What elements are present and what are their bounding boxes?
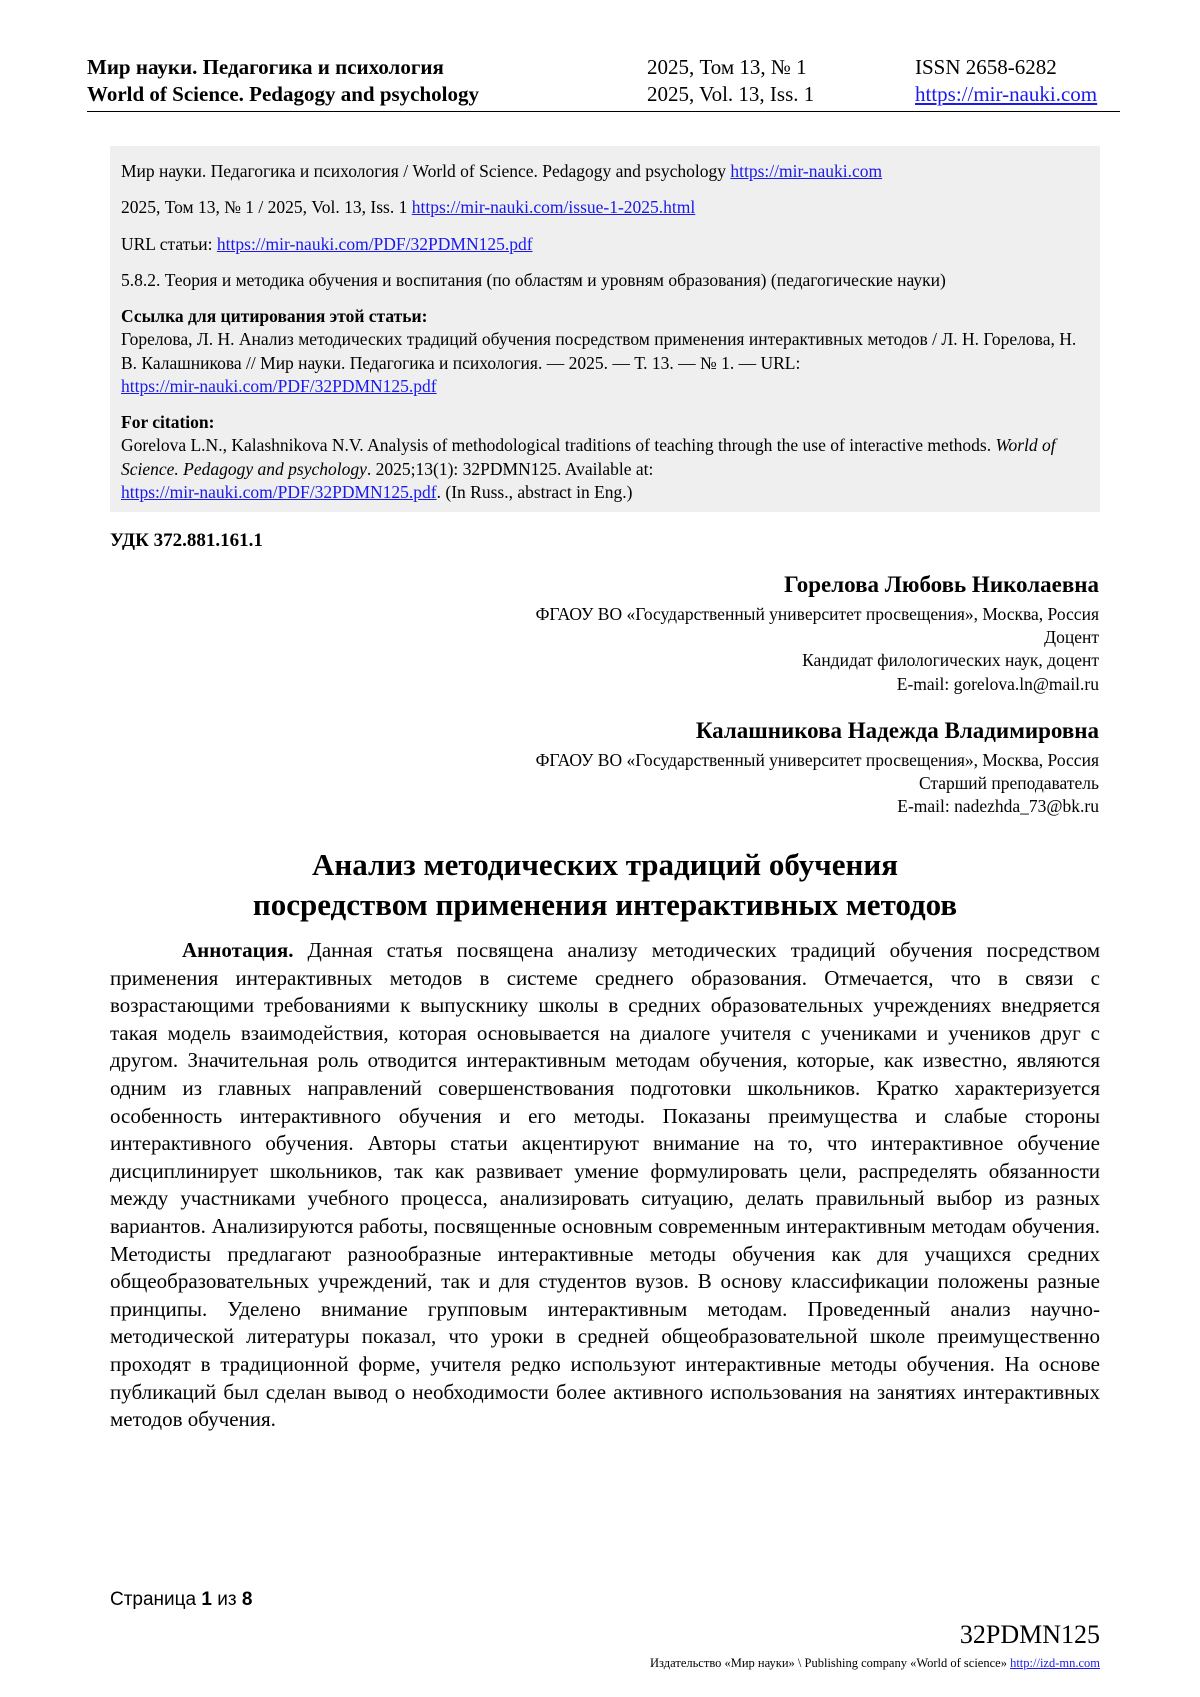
issn: ISSN 2658-6282 (915, 55, 1057, 79)
citation-ru-heading: Ссылка для цитирования этой статьи: (121, 306, 428, 327)
site-link[interactable]: https://mir-nauki.com (915, 81, 1098, 106)
author-name: Горелова Любовь Николаевна (784, 572, 1099, 597)
article-title: Анализ методических традиций обучения посредством применения интерактивных методов (252, 847, 958, 923)
issn-block (915, 54, 1097, 107)
citation-en-journal: World of Science. Pedagogy and psychology (121, 435, 1056, 479)
header-divider (87, 111, 1120, 112)
author-position: Доцент (1044, 627, 1099, 648)
citation-ru-link[interactable]: https://mir-nauki.com/PDF/32PDMN125.pdf (121, 375, 437, 396)
info-url-line: URL статьи: https://mir-nauki.com/PDF/32PDMN125.pdf (121, 233, 533, 254)
author-degree: Кандидат филологических наук, доцент (802, 650, 1099, 671)
publisher-line: Издательство «Мир науки» \ Publishing company «World of science» http://izd-mn.com (650, 1656, 1100, 1670)
udk-code: УДК 372.881.161.1 (110, 530, 263, 551)
citation-ru-text: Горелова, Л. Н. Анализ методических традиций обучения посредством применения интерактивных методов / Л. Н. Горелова, Н. В. Калашникова // Мир науки. Педагогика и психология. — 2025. — Т. 13. — № 1. — URL: (121, 329, 1077, 373)
abstract-text: Данная статья посвящена анализу методических традиций обучения посредством применения интерактивных методов в системе среднего образования. Отмечается, что в связи с возрастающими требованиями к выпускнику школы в средних образовательных учреждениях внедряется такая модель взаимодействия, которая основывается на диалоге учителя с учениками и учеников друг с другом. Значительная роль отводится интерактивным методам обучения, которые, как известно, являются одним из главных направлений совершенствования подготовки школьников. Кратко характеризуется особенность интерактивного обучения и его методы. Показаны преимущества и слабые стороны интерактивного обучения. Авторы статьи акцентируют внимание на то, что интерактивное обучение дисциплинирует школьников, так как развивает умение формулировать цели, распределять обязанности между участниками учебного процесса, анализировать ситуацию, делать правильный выбор из разных вариантов. Анализируются работы, посвященные основным современным интерактивным методам обучения. Методисты предлагают разнообразные интерактивные методы обучения как для учащихся средних общеобразовательных учреждений, так и для студентов вузов. В основу классификации положены разные принципы. Уделено внимание групповым интерактивным методам. Проведенный анализ научно-методической литературы показал, что уроки в средней общеобразовательной школе преимущественно проходят в традиционной форме, учителя редко используют интерактивные методы обучения. На основе публикаций был сделан вывод о необходимости более активного использования на занятиях интерактивных методов обучения. (110, 938, 1101, 1432)
issue-ru: 2025, Том 13, № 1 (647, 55, 807, 79)
journal-title-en: World of Science. Pedagogy and psychology (87, 81, 480, 106)
info-journal-line: Мир науки. Педагогика и психология / World of Science. Pedagogy and psychology https://mir-nauki.com (121, 161, 883, 181)
author-org: ФГАОУ ВО «Государственный университет просвещения», Москва, Россия (535, 603, 1099, 624)
journal-title (87, 54, 479, 107)
citation-en-link[interactable]: https://mir-nauki.com/PDF/32PDMN125.pdf (121, 481, 437, 502)
publisher-link[interactable]: http://izd-mn.com (1010, 1656, 1100, 1670)
abstract (110, 937, 1100, 1434)
author-name: Калашникова Надежда Владимировна (695, 718, 1099, 743)
citation-en: For citation: Gorelova L.N., Kalashnikova N.V. Analysis of methodological traditions of teaching through the use of interactive methods. World of Science. Pedagogy and psychology. 2025;13(1): 32PDMN125. Available at: https://mir-nauki.com/PDF/32PDMN125.pdf. (In Russ., abstract in Eng.) (121, 412, 1056, 502)
article-info-box (110, 146, 1100, 512)
abstract-label: Аннотация. (182, 938, 294, 962)
article-code: 32PDMN125 (959, 1620, 1100, 1649)
info-specialty: 5.8.2. Теория и методика обучения и воспитания (по областям и уровням образования) (педагогические науки) (121, 269, 946, 290)
journal-link[interactable]: https://mir-nauki.com (730, 161, 883, 181)
author-email: E-mail: gorelova.ln@mail.ru (896, 673, 1099, 694)
info-issue-line: 2025, Том 13, № 1 / 2025, Vol. 13, Iss. 1 https://mir-nauki.com/issue-1-2025.html (121, 197, 696, 218)
citation-ru (121, 305, 1089, 398)
article-url-link[interactable]: https://mir-nauki.com/PDF/32PDMN125.pdf (216, 233, 533, 254)
issue-en: 2025, Vol. 13, Iss. 1 (647, 81, 815, 106)
author-position: Старший преподаватель (918, 773, 1099, 794)
author-org: ФГАОУ ВО «Государственный университет просвещения», Москва, Россия (535, 749, 1099, 770)
issue-info (647, 54, 814, 107)
issue-link[interactable]: https://mir-nauki.com/issue-1-2025.html (411, 197, 696, 218)
author-email: E-mail: nadezhda_73@bk.ru (897, 796, 1099, 817)
author-block (536, 716, 1099, 819)
journal-title-ru: Мир науки. Педагогика и психология (87, 55, 444, 79)
page-number: Страница 1 из 8 (110, 1589, 253, 1610)
author-block (536, 570, 1099, 696)
citation-en-heading: For citation: (121, 412, 215, 433)
